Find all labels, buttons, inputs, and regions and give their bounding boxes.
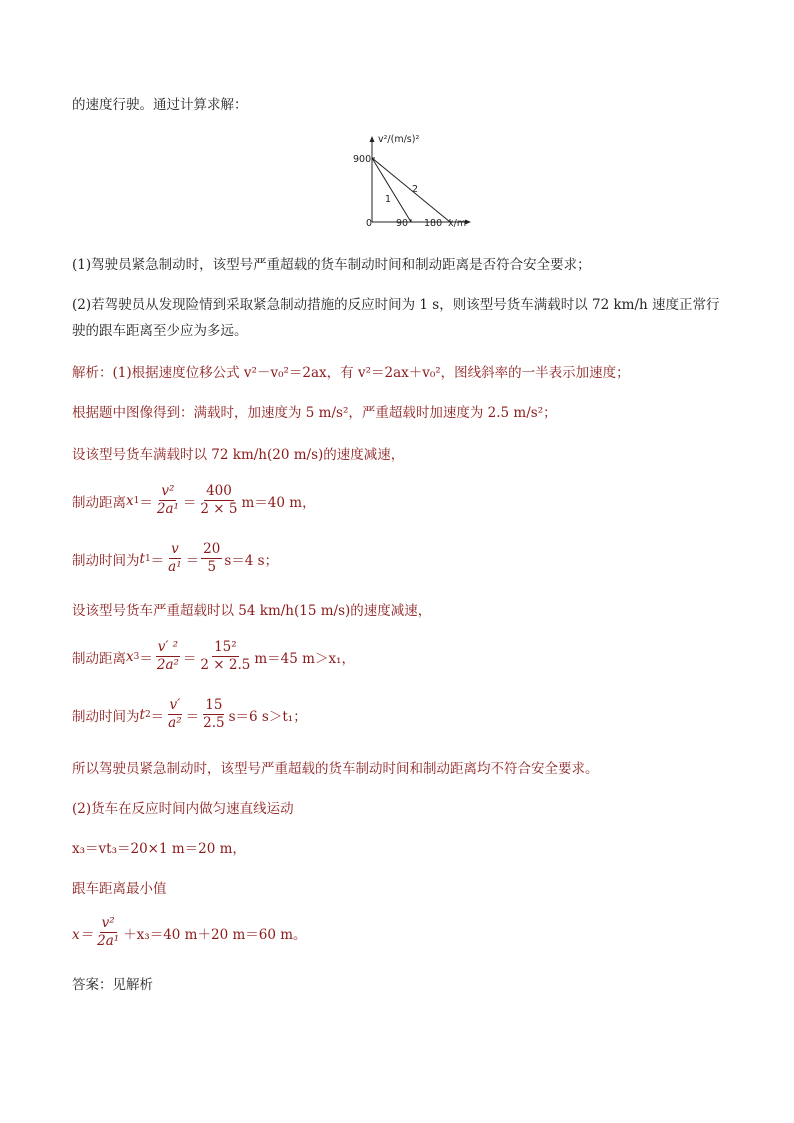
- equation-min-following-distance: [72, 916, 307, 949]
- solution-part-2: (2)货车在反应时间内做匀速直线运动: [72, 801, 294, 817]
- fraction: [198, 640, 252, 673]
- equation-braking-time-overloaded: 制动时间为 t 2 ＝ $\frac{v'}{\text{a²}}$ ＝ $\frac{15}{2.5}$ s＝6 s＞t₁；: [72, 697, 307, 731]
- origin-label: 0: [366, 218, 373, 229]
- solution-step-4: 设该型号货车严重超载时以 54 km/h(15 m/s)的速度减速，: [72, 603, 432, 619]
- solution-conclusion: 所以驾驶员紧急制动时，该型号严重超载的货车制动时间和制动距离均不符合安全要求。: [72, 761, 599, 777]
- fraction-numerator: 400: [206, 483, 232, 499]
- fraction-denominator: a¹: [168, 559, 182, 575]
- fraction-denominator: 5: [207, 559, 217, 575]
- fraction: [201, 698, 226, 731]
- eq-prefix: 制动时间为: [72, 708, 140, 725]
- solution-label: 解析：: [72, 365, 113, 381]
- velocity-displacement-chart: [350, 132, 480, 232]
- eq-var-sub: 1: [133, 495, 140, 506]
- eq-var: x: [126, 648, 134, 665]
- eq-var: t: [139, 550, 145, 567]
- intro-text: 的速度行驶。通过计算求解：: [72, 97, 248, 113]
- eq-var-sub: 3: [133, 651, 140, 662]
- x-tick-label-90: 90: [396, 218, 409, 229]
- x-axis-label: x/m: [448, 218, 467, 229]
- eq-var: x: [126, 492, 134, 509]
- eq-tail: m＝45 m＞x₁，: [254, 650, 355, 667]
- fraction-denominator: 2a²: [156, 657, 179, 673]
- eq-prefix: 制动时间为: [72, 552, 140, 569]
- eq-prefix: x＝: [72, 926, 94, 943]
- fraction-denominator: a²: [168, 715, 182, 731]
- series-line-2: [372, 158, 450, 222]
- fraction-denominator: 2 × 5: [200, 501, 238, 517]
- fraction: [95, 916, 121, 949]
- series-label-1: 1: [385, 194, 392, 205]
- solution-step-1-text: (1)根据速度位移公式 v²－v₀²＝2ax，有 v²＝2ax＋v₀²，图线斜率的一半表示加速度；: [112, 365, 630, 381]
- fraction: [155, 484, 181, 517]
- fraction-denominator: 2.5: [203, 715, 225, 731]
- fraction-denominator: 2 × 2.5: [200, 657, 251, 673]
- x-tick-label-180: 180: [424, 218, 443, 229]
- eq-tail: s＝6 s＞t₁；: [228, 708, 307, 725]
- series-label-2: 2: [412, 184, 419, 195]
- fraction: [166, 698, 183, 731]
- fraction-numerator: 15: [205, 697, 223, 713]
- eq-tail: m＝40 m，: [241, 494, 316, 511]
- fraction: [201, 542, 222, 575]
- min-distance-heading: 跟车距离最小值: [72, 881, 167, 897]
- question-1: (1)驾驶员紧急制动时，该型号严重超载的货车制动时间和制动距离是否符合安全要求；: [72, 257, 591, 273]
- fraction: [198, 484, 239, 517]
- y-axis-label: v²/(m/s)²: [378, 134, 420, 145]
- eq-var: t: [139, 706, 145, 723]
- equation-braking-distance-full: 制动距离 x 1 ＝ $\frac{\text{v²}}{\text{2a¹}}$ ＝ $\frac{400}{2 \times 5}$ m＝40 m，: [72, 483, 316, 517]
- fraction-denominator: 2a¹: [156, 501, 179, 517]
- solution-step-3: 设该型号货车满载时以 72 km/h(20 m/s)的速度减速，: [72, 447, 405, 463]
- series-line-1: [372, 158, 411, 222]
- eq-var-sub: 2: [144, 709, 151, 720]
- fraction-numerator: 20: [203, 541, 221, 557]
- equation-braking-time-full: 制动时间为 t 1 ＝ $\frac{v}{\text{a¹}}$ ＝ $\frac{20}{5}$ s＝4 s；: [72, 541, 279, 575]
- eq-prefix: 制动距离: [72, 494, 126, 511]
- fraction-denominator: 2a¹: [97, 933, 120, 949]
- y-tick-label-900: 900: [353, 154, 372, 165]
- solution-step-2: 根据题中图像得到：满载时，加速度为 5 m/s²，严重超载时加速度为 2.5 m/s²；: [72, 405, 557, 421]
- fraction: [166, 542, 183, 575]
- eq-prefix: 制动距离: [72, 650, 126, 667]
- equation-braking-distance-overloaded: 制动距离 x 3 ＝ $\frac{\text{v′ ²}}{\text{2a²}}$ ＝ $\frac{\text{15²}}{2 \times 2.5}$ m＝45 m＞x₁，: [72, 639, 355, 673]
- fraction-numerator: v: [171, 541, 179, 557]
- eq-var-sub: 1: [144, 553, 151, 564]
- fraction-numerator: v²: [101, 915, 115, 931]
- question-2-line-2: 驶的跟车距离至少应为多远。: [72, 323, 248, 339]
- fraction-numerator: v′: [169, 697, 181, 713]
- fraction-numerator: v²: [161, 483, 175, 499]
- fraction-numerator: 15²: [214, 639, 237, 655]
- question-2-line-1: (2)若驾驶员从发现险情到采取紧急制动措施的反应时间为 1 s，则该型号货车满载时以 72 km/h 速度正常行: [72, 297, 720, 313]
- eq-tail: s＝4 s；: [224, 552, 279, 569]
- answer: 答案：见解析: [72, 977, 153, 993]
- solution-step-1: [72, 364, 630, 382]
- fraction: [155, 640, 181, 673]
- fraction-numerator: v′ ²: [157, 639, 179, 655]
- eq-tail: ＋x₃＝40 m＋20 m＝60 m。: [123, 926, 307, 943]
- y-axis-arrow: [370, 136, 375, 142]
- reaction-distance: x₃＝vt₃＝20×1 m＝20 m，: [72, 841, 246, 857]
